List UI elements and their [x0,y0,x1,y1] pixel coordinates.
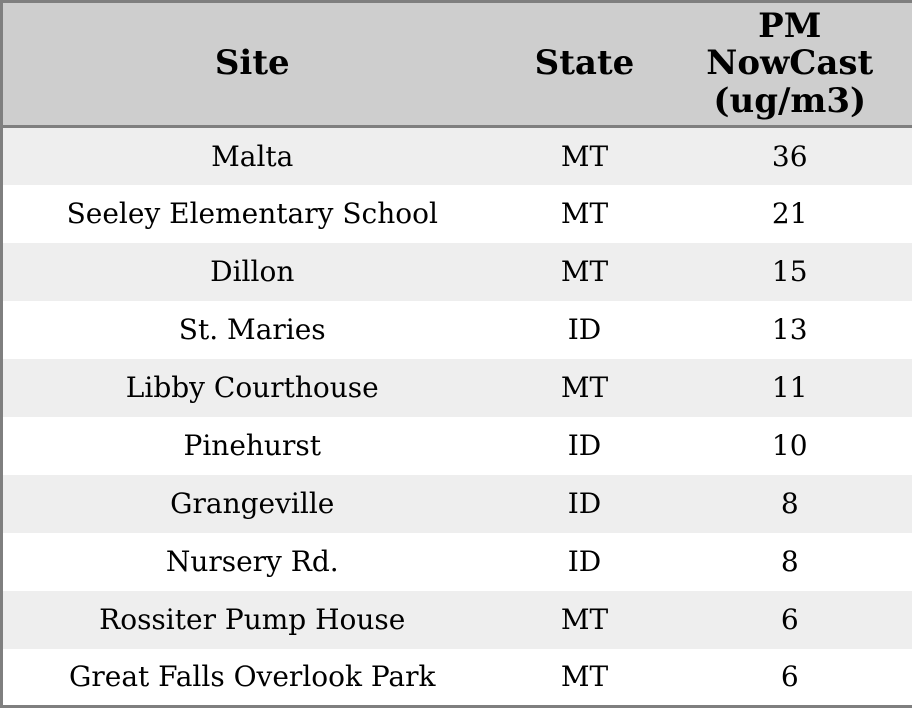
col-header-pm-nowcast [668,2,912,127]
site-cell: Pinehurst [183,429,321,462]
pm-value-cell: 8 [780,545,799,578]
table-row [2,417,912,475]
header-row [2,2,912,127]
site-cell: St. Maries [178,313,326,346]
pm-value-cell: 13 [771,313,808,346]
state-cell: ID [567,545,602,578]
site-cell: Malta [211,139,294,173]
pm-header-line-2: NowCast [706,43,874,84]
pm-value-cell: 15 [771,255,808,288]
state-cell: MT [560,197,609,230]
table-row [2,301,912,359]
pm-value-cell: 6 [780,660,799,694]
site-cell: Rossiter Pump House [99,603,406,636]
state-cell: ID [567,313,602,346]
state-cell: MT [560,255,609,288]
state-cell: ID [567,429,602,462]
site-cell: Libby Courthouse [125,371,379,404]
pm-value-cell: 11 [771,371,808,404]
col-header-site: Site [2,2,502,127]
table-row [2,127,912,185]
table-row [2,475,912,533]
state-cell: MT [560,603,609,636]
pm-value-cell: 36 [771,139,808,173]
pm-value-cell: 6 [780,603,799,636]
site-cell: Great Falls Overlook Park [69,660,436,694]
table-header [2,2,912,127]
state-cell: MT [560,139,609,173]
site-cell: Seeley Elementary School [66,197,438,230]
site-cell: Nursery Rd. [165,545,339,578]
table-row [2,533,912,591]
pm-value-cell: 21 [771,197,808,230]
col-header-state: State [502,2,668,127]
table-row [2,359,912,417]
table-body [2,127,912,707]
table-row [2,591,912,649]
table-row [2,185,912,243]
table-row [2,649,912,707]
pm-value-cell: 10 [771,429,808,462]
site-cell: Dillon [210,255,295,288]
pm-header-line-1: PM [758,5,822,46]
table-row [2,243,912,301]
site-cell: Grangeville [170,487,335,520]
pm-value-cell: 8 [780,487,799,520]
pm-header-line-3: (ug/m3) [713,80,867,121]
state-cell: ID [567,487,602,520]
state-cell: MT [560,371,609,404]
state-cell: MT [560,660,609,694]
